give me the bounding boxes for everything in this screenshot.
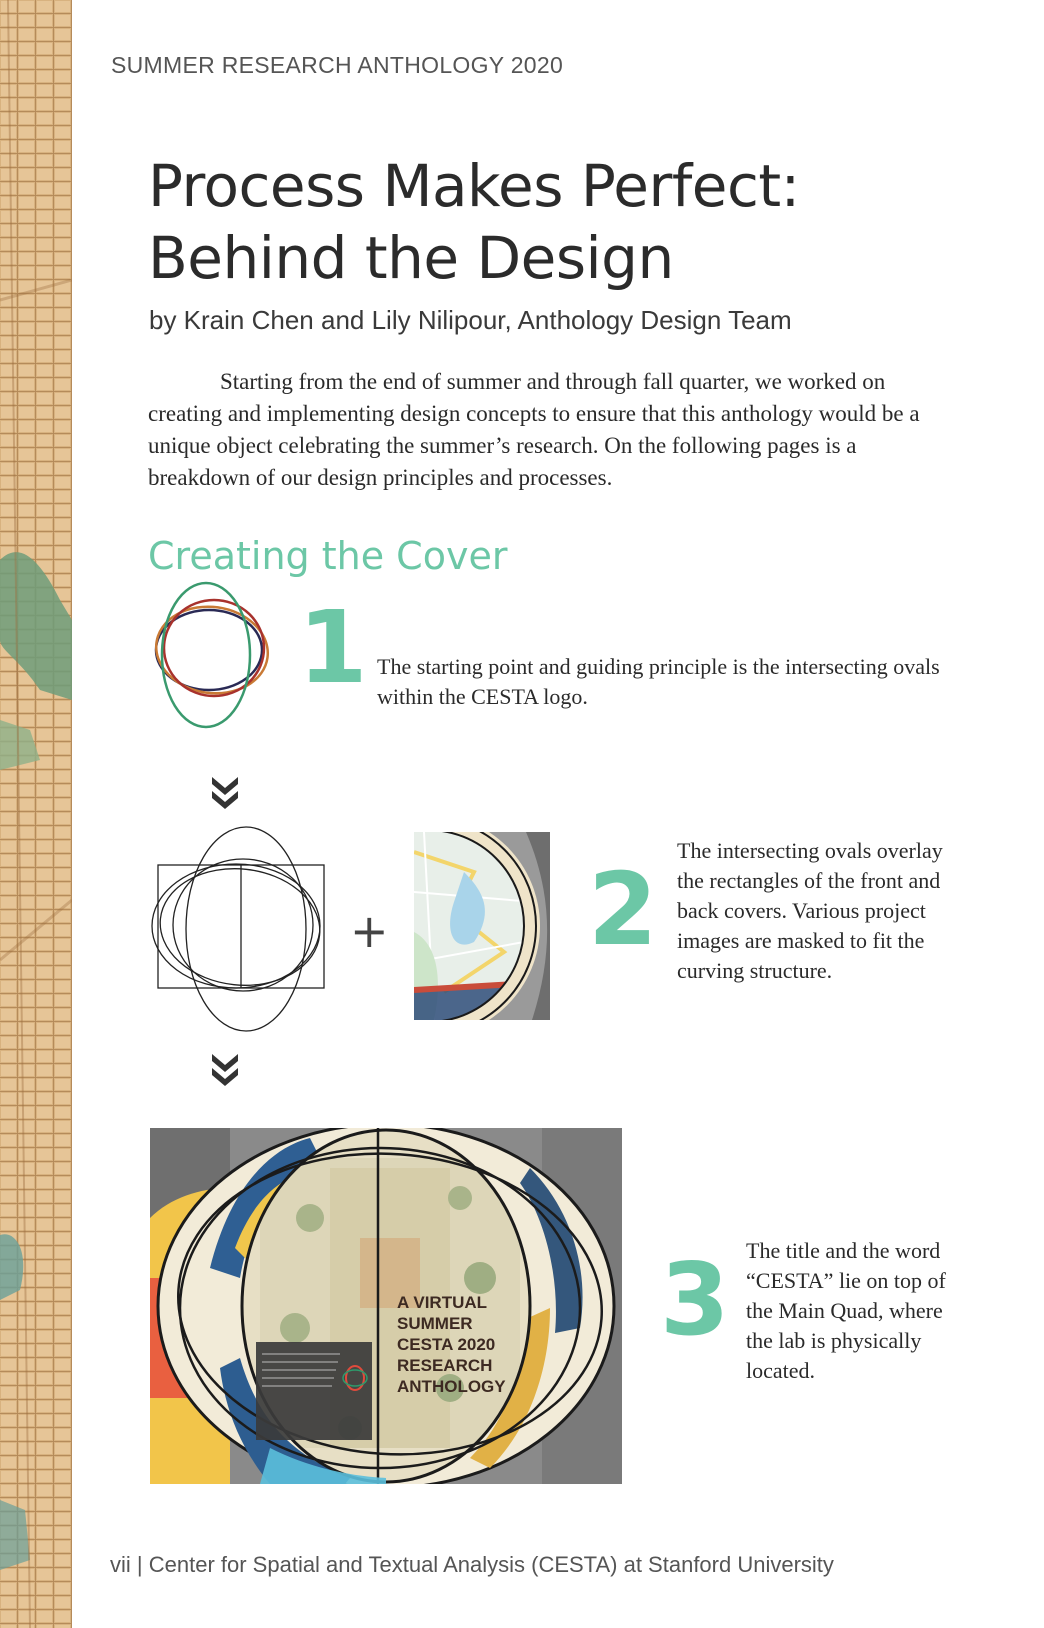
step-3-text: The title and the word “CESTA” lie on top of the Main Quad, where the lab is physically located. <box>746 1238 946 1383</box>
cover-title-line: ANTHOLOGY <box>397 1377 506 1396</box>
cesta-logo-ovals <box>144 580 274 730</box>
cover-title-block <box>397 1292 506 1397</box>
page-footer <box>110 1552 834 1578</box>
footer-organization: Center for Spatial and Textual Analysis (CESTA) at Stanford University <box>148 1552 834 1577</box>
step-1-text: The starting point and guiding principle is the intersecting ovals within the CESTA logo. <box>377 654 940 709</box>
map-pattern <box>0 0 72 1628</box>
step-2-text: The intersecting ovals overlay the rectangles of the front and back covers. Various project images are masked to fit the curving structure. <box>677 838 943 983</box>
cover-mockup <box>150 1128 622 1484</box>
ovals-over-rectangles-diagram <box>148 825 330 1037</box>
title-line-2: Behind the Design <box>148 224 674 292</box>
cover-title-line: SUMMER <box>397 1314 473 1333</box>
step-1-number: 1 <box>298 589 368 706</box>
byline: by Krain Chen and Lily Nilipour, Anthology Design Team <box>149 305 792 335</box>
running-header: SUMMER RESEARCH ANTHOLOGY 2020 <box>111 52 564 78</box>
step-2-number: 2 <box>588 851 658 968</box>
chevron-down-icon <box>208 1050 242 1090</box>
page-title <box>148 150 800 294</box>
footer-separator: | <box>136 1552 143 1577</box>
section-heading: Creating the Cover <box>148 534 508 578</box>
masked-project-images-preview <box>414 832 550 1020</box>
plus-symbol: + <box>350 904 389 958</box>
cover-title-line: RESEARCH <box>397 1356 493 1375</box>
step-3-number: 3 <box>660 1241 730 1358</box>
cover-artwork <box>150 1128 622 1484</box>
cover-title-line: CESTA 2020 <box>397 1335 496 1354</box>
page-number: vii <box>110 1552 131 1577</box>
chevron-down-icon <box>208 773 242 813</box>
title-line-1: Process Makes Perfect: <box>148 152 800 220</box>
cover-title-line: A VIRTUAL <box>397 1293 488 1312</box>
map-strip-decoration <box>0 0 72 1628</box>
intro-paragraph: Starting from the end of summer and through fall quarter, we worked on creating and implementing design concepts to ensure that this anthology would be a unique object celebrating the summer’s research. On the following pages is a breakdown of our design principles and processes. <box>148 369 920 490</box>
